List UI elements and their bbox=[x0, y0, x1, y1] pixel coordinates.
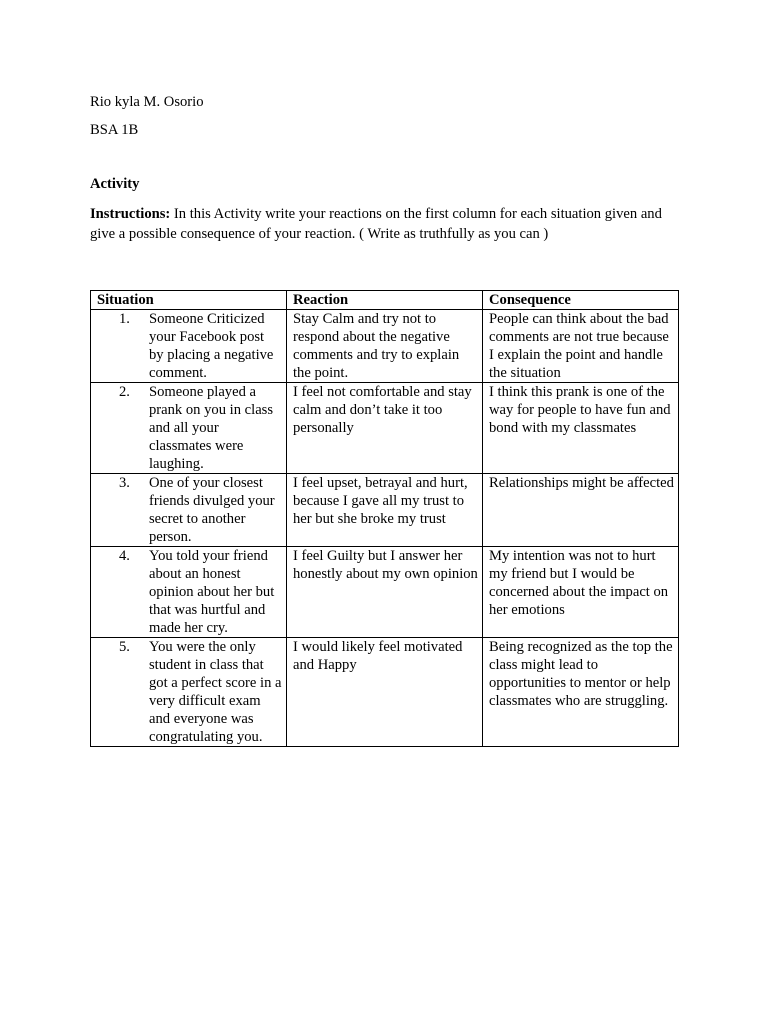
table-header-row bbox=[91, 291, 679, 310]
situation-number: 4. bbox=[119, 548, 130, 564]
consequence-cell: My intention was not to hurt my friend but I would be concerned about the impact on her emotions bbox=[483, 547, 679, 638]
situation-cell bbox=[91, 383, 287, 474]
situation-number: 1. bbox=[119, 311, 130, 327]
column-header-situation: Situation bbox=[91, 291, 287, 310]
instructions-text: In this Activity write your reactions on the first column for each situation given and give a possible consequence of your reaction. ( Write as truthfully as you can ) bbox=[90, 206, 662, 242]
situation-number: 5. bbox=[119, 639, 130, 655]
column-header-reaction: Reaction bbox=[287, 291, 483, 310]
situation-cell bbox=[91, 310, 287, 383]
consequence-cell: Being recognized as the top the class might lead to opportunities to mentor or help classmates who are struggling. bbox=[483, 638, 679, 747]
situation-text: You were the only student in class that got a perfect score in a very difficult exam and everyone was congratulating you. bbox=[149, 639, 282, 745]
situation-text: You told your friend about an honest opinion about her but that was hurtful and made her cry. bbox=[149, 548, 275, 636]
class-code: BSA 1B bbox=[90, 122, 139, 138]
instructions-paragraph bbox=[90, 204, 670, 244]
reaction-cell: Stay Calm and try not to respond about the negative comments and try to explain the point. bbox=[287, 310, 483, 383]
activity-table bbox=[90, 290, 679, 747]
column-header-consequence: Consequence bbox=[483, 291, 679, 310]
consequence-cell: Relationships might be affected bbox=[483, 474, 679, 547]
situation-text: Someone played a prank on you in class and all your classmates were laughing. bbox=[149, 384, 274, 472]
table-row bbox=[91, 383, 679, 474]
situation-cell bbox=[91, 474, 287, 547]
table-row bbox=[91, 547, 679, 638]
situation-cell bbox=[91, 547, 287, 638]
activity-heading: Activity bbox=[90, 176, 140, 192]
student-name: Rio kyla M. Osorio bbox=[90, 94, 204, 110]
table-row bbox=[91, 638, 679, 747]
reaction-cell: I feel not comfortable and stay calm and don’t take it too personally bbox=[287, 383, 483, 474]
instructions-label: Instructions: bbox=[90, 206, 171, 222]
reaction-cell: I would likely feel motivated and Happy bbox=[287, 638, 483, 747]
table-row bbox=[91, 474, 679, 547]
table-row bbox=[91, 310, 679, 383]
reaction-cell: I feel upset, betrayal and hurt, because I gave all my trust to her but she broke my trust bbox=[287, 474, 483, 547]
situation-text: Someone Criticized your Facebook post by placing a negative comment. bbox=[149, 311, 274, 381]
situation-cell bbox=[91, 638, 287, 747]
situation-text: One of your closest friends divulged your secret to another person. bbox=[149, 475, 275, 545]
situation-number: 2. bbox=[119, 384, 130, 400]
reaction-cell: I feel Guilty but I answer her honestly about my own opinion bbox=[287, 547, 483, 638]
document-page bbox=[90, 93, 680, 259]
situation-number: 3. bbox=[119, 475, 130, 491]
consequence-cell: People can think about the bad comments are not true because I explain the point and handle the situation bbox=[483, 310, 679, 383]
consequence-cell: I think this prank is one of the way for people to have fun and bond with my classmates bbox=[483, 383, 679, 474]
